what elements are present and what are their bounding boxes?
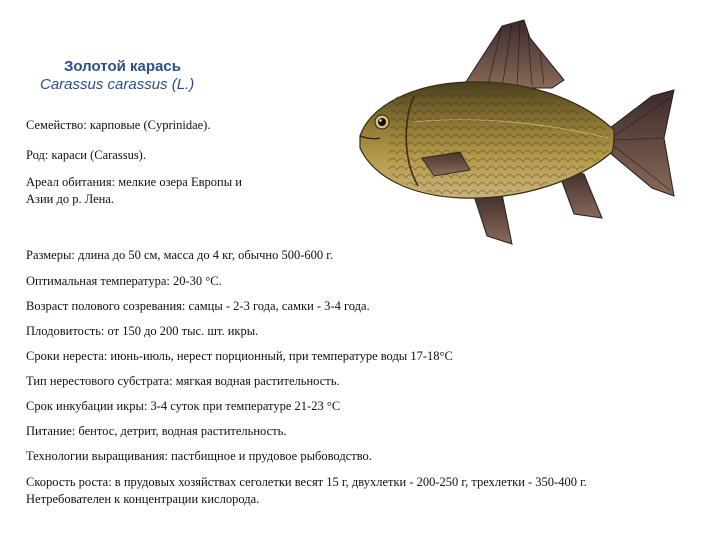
fact-size: Размеры: длина до 50 см, масса до 4 кг, обычно 500-600 г. xyxy=(26,248,334,262)
fish-icon xyxy=(352,18,677,246)
fact-fecundity: Плодовитость: от 150 до 200 тыс. шт. икры. xyxy=(26,324,259,338)
fact-maturity: Возраст полового созревания: самцы - 2-3 года, самки - 3-4 года. xyxy=(26,299,370,313)
fact-genus: Род: караси (Carassus). xyxy=(26,148,146,162)
fact-diet: Питание: бентос, детрит, водная растительность. xyxy=(26,424,287,438)
fact-family: Семейство: карповые (Cyprinidae). xyxy=(26,118,211,132)
fact-growth: Скорость роста: в прудовых хозяйствах сеголетки весят 15 г, двухлетки - 200-250 г, трехлетки - 350-400 г. xyxy=(26,475,587,489)
fact-spawning: Сроки нереста: июнь-июль, нерест порционный, при температуре воды 17-18°С xyxy=(26,349,453,363)
fact-substrate: Тип нерестового субстрата: мягкая водная растительность. xyxy=(26,374,340,388)
title-block xyxy=(40,58,194,94)
fact-temperature: Оптимальная температура: 20-30 °С. xyxy=(26,274,222,288)
fact-range-line2: Азии до р. Лена. xyxy=(26,192,115,206)
title-latin: Carassus carassus (L.) xyxy=(40,76,195,93)
fact-range-line1: Ареал обитания: мелкие озера Европы и xyxy=(26,175,242,189)
title-russian: Золотой карась xyxy=(64,58,181,75)
fact-technology: Технологии выращивания: пастбищное и прудовое рыбоводство. xyxy=(26,449,372,463)
fact-incubation: Срок инкубации икры: 3-4 суток при температуре 21-23 °С xyxy=(26,399,341,413)
fact-oxygen: Нетребователен к концентрации кислорода. xyxy=(26,492,260,506)
